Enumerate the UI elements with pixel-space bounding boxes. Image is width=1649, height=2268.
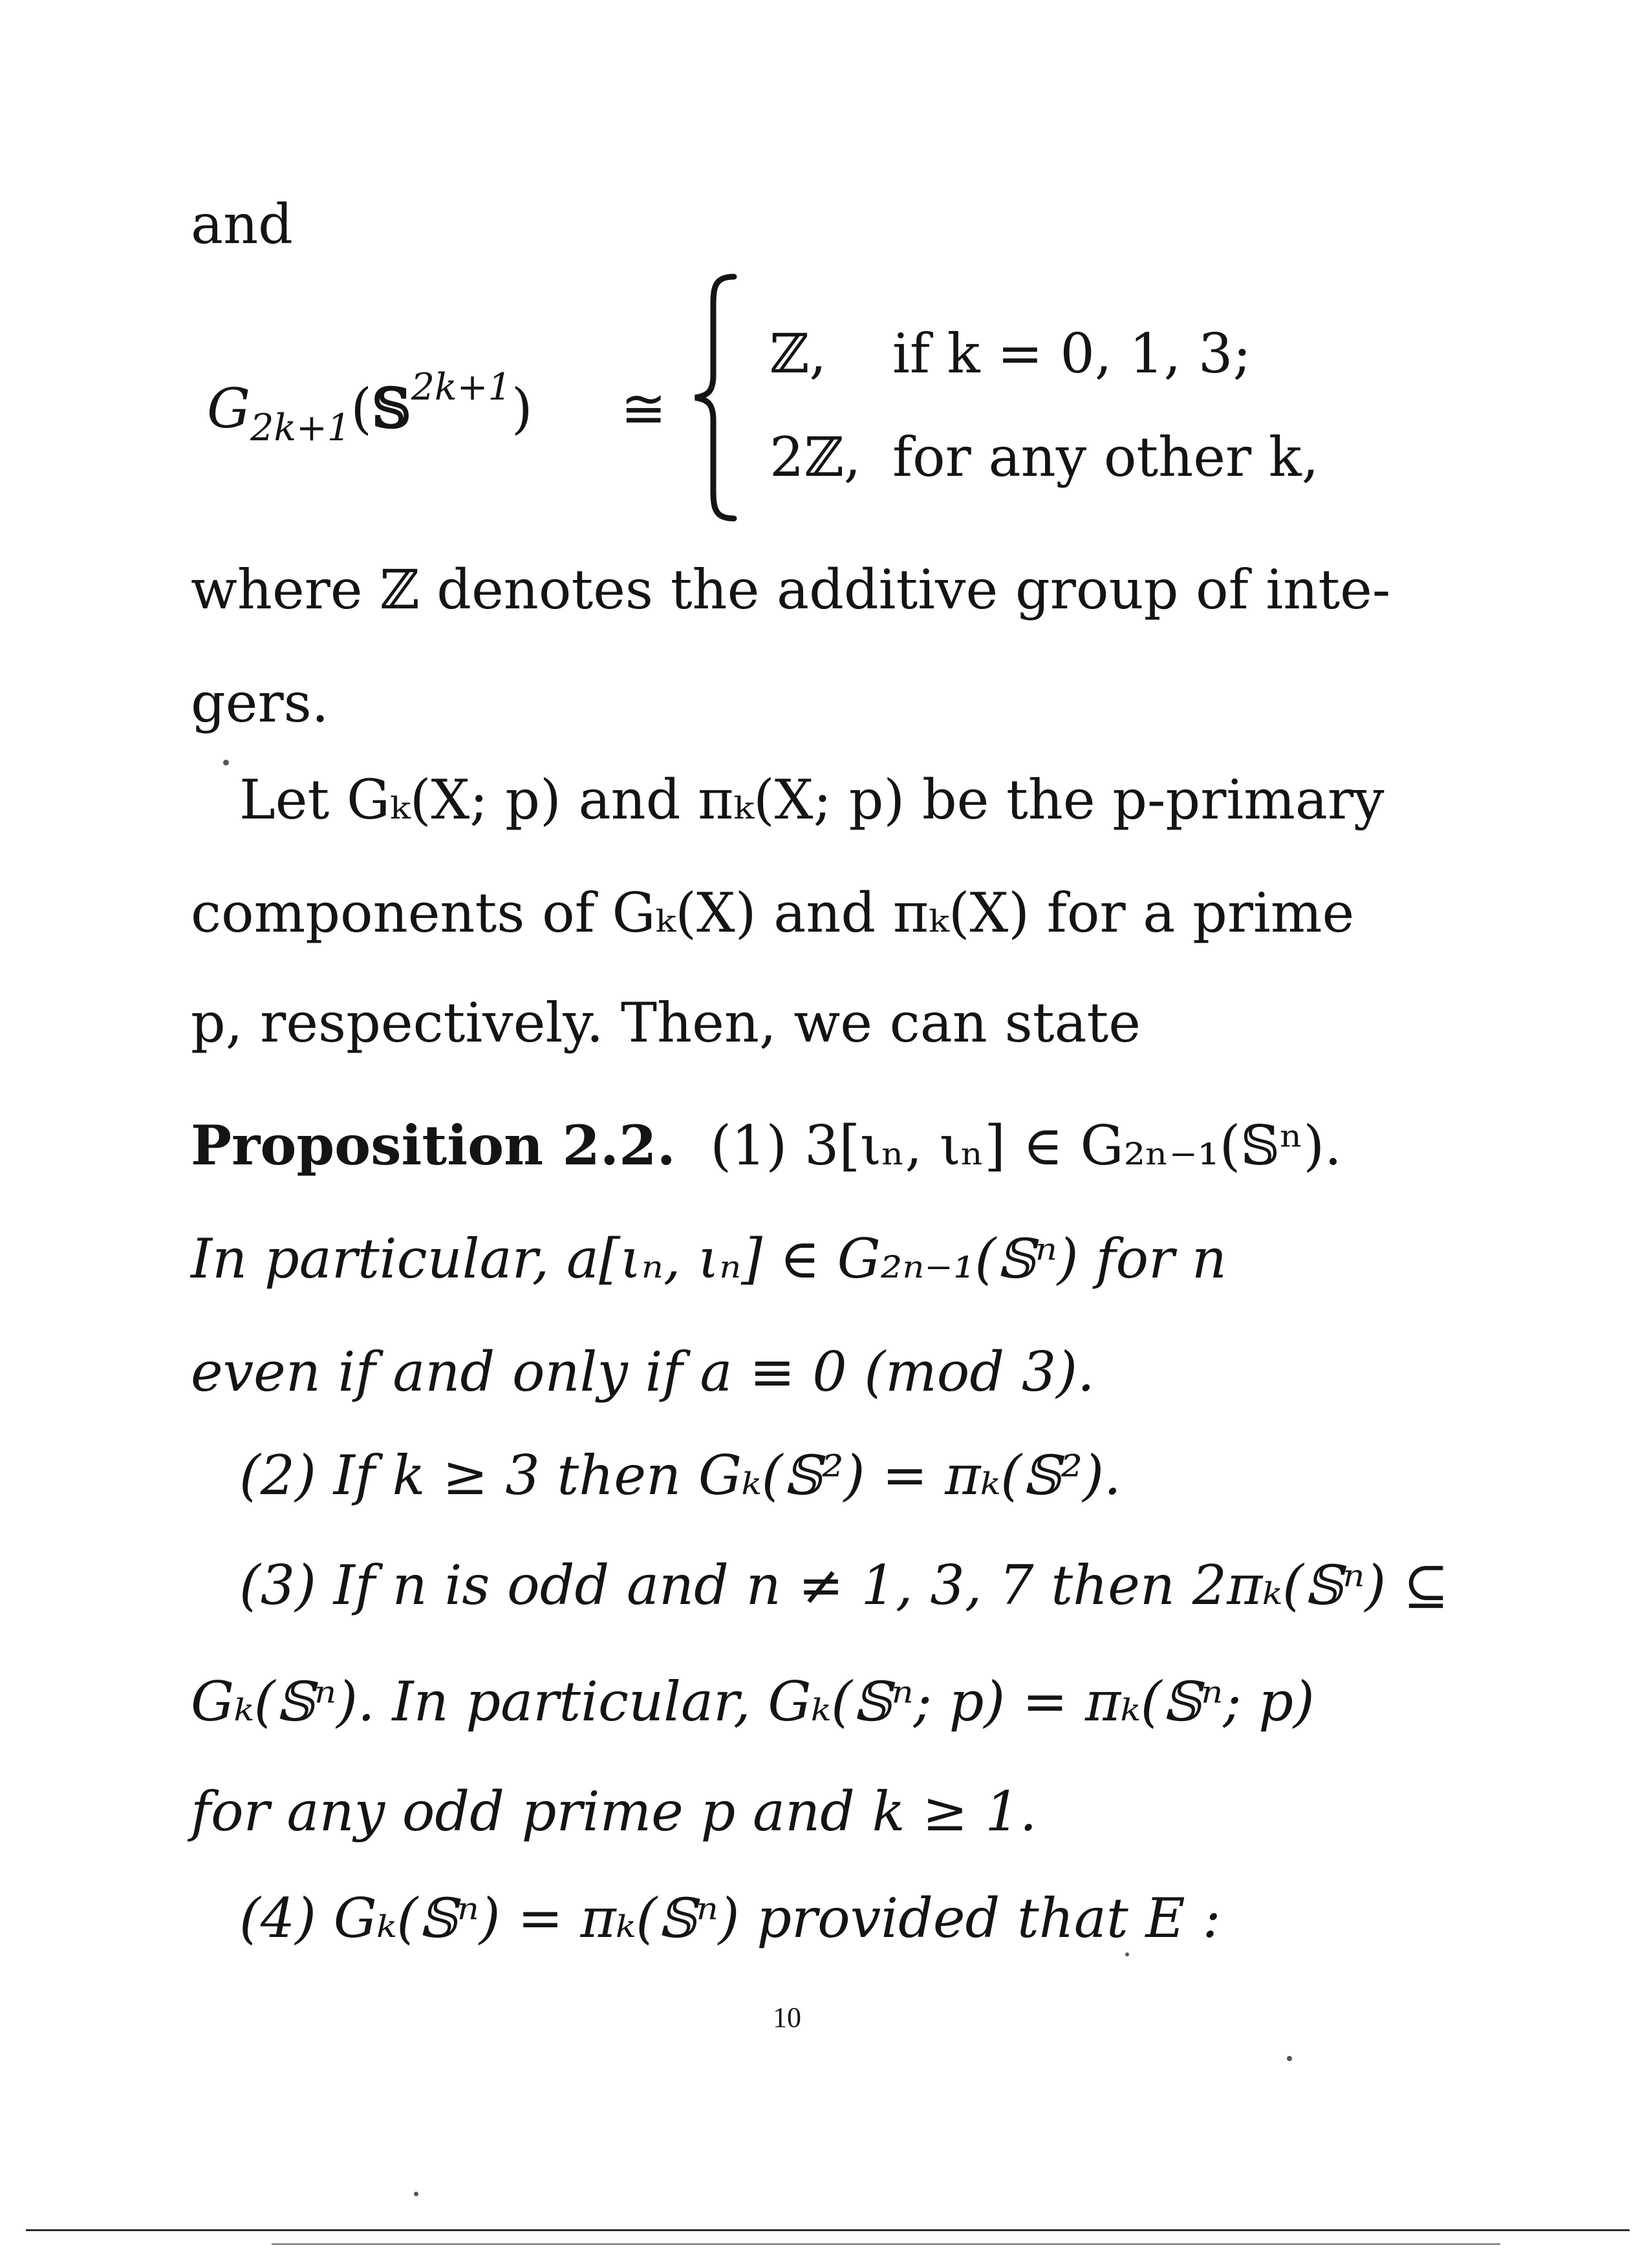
let-line-2: components of Gₖ(X) and πₖ(X) for a prime — [191, 881, 1355, 945]
scan-edge-line-2 — [272, 2243, 1500, 2245]
let-line-1: Let Gₖ(X; p) and πₖ(X; p) be the p-primary — [239, 768, 1385, 831]
equation-lhs: $G_{2k+1}(𝕊^{2k+1})$ — [207, 366, 533, 449]
proposition-line-2: In particular, a[ιₙ, ιₙ] ∈ G₂ₙ₋₁(𝕊ⁿ) for n — [191, 1227, 1227, 1290]
eq-G: G — [207, 377, 251, 440]
proposition-item-1: (1) 3[ιₙ, ιₙ] ∈ G₂ₙ₋₁(𝕊ⁿ). — [710, 1114, 1342, 1177]
eq-sphere: 𝕊 — [372, 376, 411, 440]
eq-congruent: ≅ — [621, 377, 667, 440]
case-2-value: 2ℤ, — [770, 425, 861, 489]
scan-speck — [1125, 1952, 1129, 1956]
proposition-line-6: Gₖ(𝕊ⁿ). In particular, Gₖ(𝕊ⁿ; p) = πₖ(𝕊ⁿ; p) — [191, 1670, 1315, 1733]
proposition-line-3: even if and only if a ≡ 0 (mod 3). — [191, 1340, 1095, 1404]
page-number: 10 — [773, 2002, 801, 2033]
let-line-3: p, respectively. Then, we can state — [191, 991, 1141, 1054]
scan-speck — [223, 760, 229, 765]
eq-G-subscript: 2k+1 — [250, 406, 351, 449]
case-1-condition: if k = 0, 1, 3; — [892, 322, 1251, 385]
proposition-line-7: for any odd prime p and k ≥ 1. — [191, 1780, 1037, 1843]
proposition-item-2: (2) If k ≥ 3 then Gₖ(𝕊²) = πₖ(𝕊²). — [239, 1444, 1121, 1507]
case-1-value: ℤ, — [770, 322, 827, 385]
text-and: and — [191, 193, 293, 256]
eq-sphere-superscript: 2k+1 — [411, 366, 512, 409]
proposition-item-3: (3) If n is odd and n ≠ 1, 3, 7 then 2πₖ(𝕊ⁿ) ⊆ — [239, 1554, 1449, 1617]
proposition-title: Proposition 2.2. — [191, 1113, 676, 1177]
proposition-heading — [191, 1113, 1342, 1177]
scan-speck — [414, 2192, 418, 2196]
scan-edge-line — [26, 2229, 1630, 2231]
proposition-item-4: (4) Gₖ(𝕊ⁿ) = πₖ(𝕊ⁿ) provided that E : — [239, 1887, 1221, 1950]
left-brace-icon — [689, 272, 740, 524]
case-2-condition: for any other k, — [892, 425, 1319, 489]
scan-speck — [1287, 2056, 1292, 2061]
where-line-2: gers. — [191, 671, 329, 734]
where-line-1: where ℤ denotes the additive group of inte- — [191, 558, 1391, 621]
